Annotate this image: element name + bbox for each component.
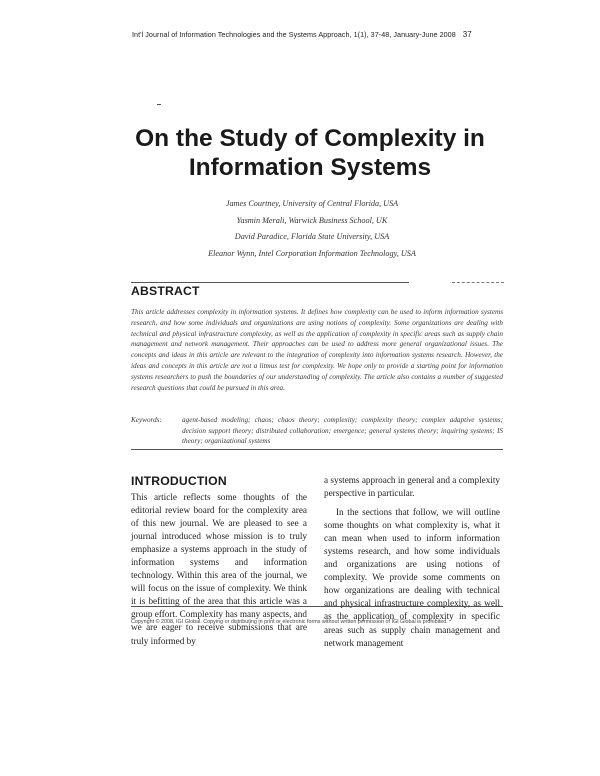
scan-artifact [157, 104, 161, 105]
page-number: 37 [462, 30, 472, 39]
title-line-2: Information Systems [188, 154, 432, 181]
keywords-block [131, 415, 503, 447]
abstract-bottom-rule [131, 449, 503, 450]
intro-left-column: This article reflects some thoughts of the editorial review board for the complexity area of this new journal. We are pleased to see a journal introduced whose mission is to truly emphasize a systems approach in the study of information systems and information technology. Within this area of the journal, we will focus on the issue of complexity. We think it is befitting of the area that this article was a group effort. Complexity has many aspects, and we are eager to receive submissions that are truly informed by [131, 492, 307, 646]
intro-paragraph-continued: a systems approach in general and a complexity perspective in particular. [324, 475, 500, 499]
footer-rule [131, 606, 503, 607]
keywords-label: Keywords: [131, 416, 162, 424]
abstract-text: This article addresses complexity in information systems. It defines how complexity can be used to inform information systems research, and how some individuals and organizations are using notions of complexity. Some organizations are dealing with technical and physical infrastructure complexity, as well as the application of complexity in specific areas such as supply chain management and network management. Their approaches can be used to address more general organizational issues. The concepts and ideas in this article are relevant to the integration of complexity into information systems research. However, the ideas and concepts in this article are not a litmus test for complexity. We hope only to provide a starting point for information systems researchers to push the boundaries of our understanding of complexity. The article also contains a number of suggested research questions that could be pursued in this area. [131, 308, 503, 392]
intro-paragraph: In the sections that follow, we will outline some thoughts on what complexity is, what it can mean when used to inform information systems research, and how some individuals and organizations are using notions of complexity. We provide some comments on how organizations are dealing with technical and physical infrastructure complexity, as well as the application of complexity in specific areas such as supply chain management and network management [324, 507, 500, 648]
abstract-heading: ABSTRACT [131, 284, 200, 298]
title-line-1: On the Study of Complexity in [135, 125, 485, 152]
introduction-heading: INTRODUCTION [131, 474, 227, 488]
journal-citation: Int'l Journal of Information Technologies and the Systems Approach, 1(1), 37-48, January-June 2008 [132, 30, 456, 39]
copyright-footer: Copyright © 2008, IGI Global. Copying or distributing in print or electronic forms without written permission of IGI Global is prohibited. [131, 619, 448, 625]
abstract-top-rule-dashed [452, 282, 504, 283]
author-line: Eleanor Wynn, Intel Corporation Information Technology, USA [208, 248, 416, 258]
keywords-list: agent-based modeling; chaos; chaos theory; complexity; complexity theory; complex adaptive systems; decision support theory; distributed collaboration; emergence; general systems theory; inquiring systems; IS theory; organizational systems [182, 416, 503, 445]
author-line: David Paradice, Florida State University, USA [234, 232, 390, 241]
running-head [132, 30, 500, 39]
author-line: James Courtney, University of Central Florida, USA [225, 199, 399, 208]
article-title [100, 124, 520, 182]
author-line: Yasmin Merali, Warwick Business School, UK [236, 215, 388, 225]
author-list [175, 196, 449, 262]
abstract-top-rule [131, 282, 409, 283]
